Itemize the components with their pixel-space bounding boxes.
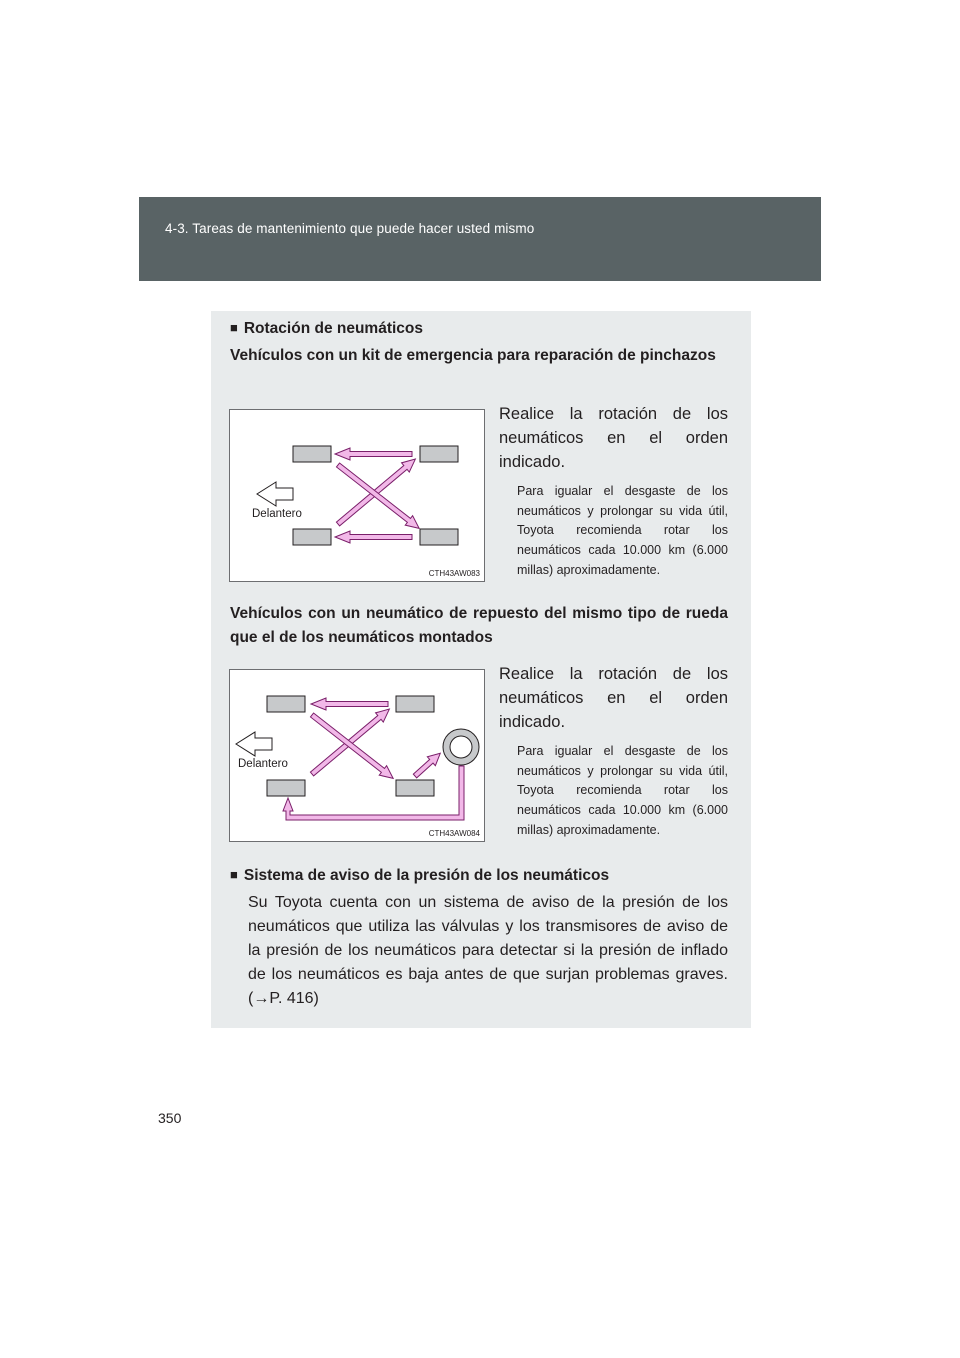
case1-title: Vehículos con un kit de emergencia para reparación de pinchazos [230,347,716,364]
front-direction-arrow-icon [236,732,272,756]
tpms-body: Su Toyota cuenta con un sistema de aviso de la presión de los neumáticos que utiliza las válvulas y los transmisores de aviso de la presión de los neumáticos para detectar si la presión de inflado de los neumáticos es baja antes de que surjan problemas graves. (→P. 416) [248,894,728,1007]
tpms-heading [230,867,609,885]
tpms-heading-text: Sistema de aviso de la presión de los neumáticos [243,867,610,884]
tire-icon [420,446,458,462]
info-panel [211,311,751,1028]
rotation-diagram-1-graphic [230,410,486,583]
front-label: Delantero [238,758,288,770]
case1-note: Para igualar el desgaste de los neumáticos y prolongar su vida útil, Toyota recomienda rotar los neumáticos cada 10.000 km (6.000 millas) aproximadamente. [517,484,728,577]
case2-title: Vehículos con un neumático de repuesto del mismo tipo de rueda que el de los neumáticos montados [230,605,728,646]
figure-code: CTH43AW083 [428,569,480,578]
tire-icon [293,529,331,545]
tire-icon [267,780,305,796]
case2-instruction: Realice la rotación de los neumáticos en el orden indicado. [499,665,728,731]
figure-code: CTH43AW084 [428,829,480,838]
spare-tire-hub-icon [450,736,472,758]
rotation-arrow-icon [335,448,412,460]
rotation-arrow-icon [335,531,412,543]
page-number: 350 [158,1110,182,1126]
rotation-arrow-icon [311,698,388,710]
tire-icon [267,696,305,712]
front-direction-arrow-icon [257,482,293,506]
chapter-header [139,197,821,281]
section-bullet-icon: ■ [230,320,238,335]
case2-note: Para igualar el desgaste de los neumáticos y prolongar su vida útil, Toyota recomienda rotar los neumáticos cada 10.000 km (6.000 millas) aproximadamente. [517,744,728,837]
front-label: Delantero [252,508,302,520]
chapter-title: 4-3. Tareas de mantenimiento que puede hacer usted mismo [165,221,535,236]
section-bullet-icon: ■ [230,867,238,882]
rotation-heading-text: Rotación de neumáticos [243,320,424,337]
case1-instruction: Realice la rotación de los neumáticos en el orden indicado. [499,405,728,471]
tire-icon [396,696,434,712]
rotation-diagram-1 [229,409,485,582]
tire-icon [420,529,458,545]
rotation-diagram-2 [229,669,485,842]
rotation-diagram-2-graphic [230,670,486,843]
tire-icon [293,446,331,462]
rotation-heading [230,320,423,338]
rotation-arrow-icon [411,749,444,781]
rotation-arrow-icon [283,766,464,820]
tire-icon [396,780,434,796]
